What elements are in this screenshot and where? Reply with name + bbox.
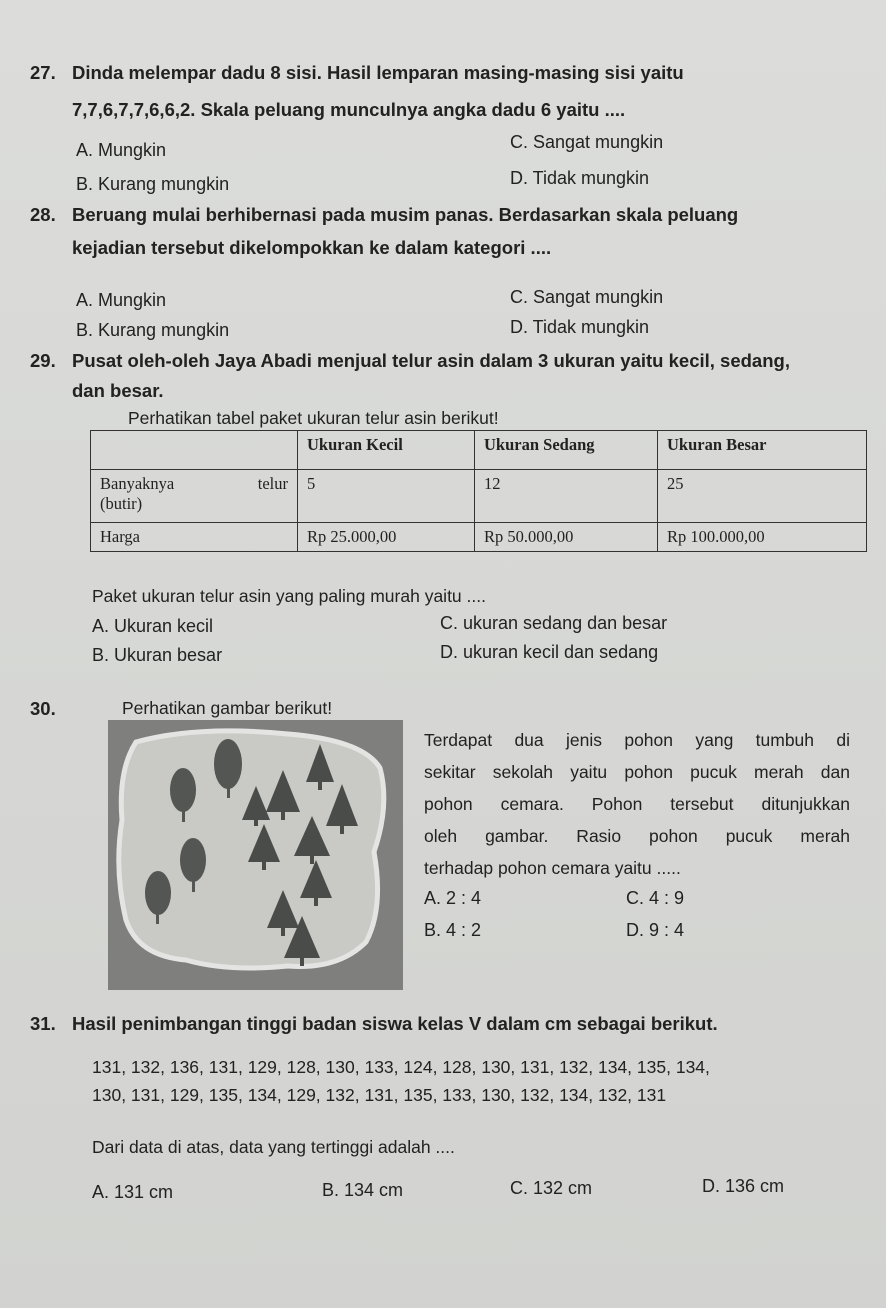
egg-package-table (90, 430, 867, 552)
q30-number: 30. (30, 698, 56, 719)
q27-line2: 7,7,6,7,7,6,6,2. Skala peluang munculnya angka dadu 6 yaitu .... (72, 99, 626, 120)
q31-option-c[interactable]: C. 132 cm (510, 1178, 593, 1198)
q29-line1: Pusat oleh-oleh Jaya Abadi menjual telur asin dalam 3 ukuran yaitu kecil, sedang, (72, 350, 790, 371)
q30-text-line1: Terdapat dua jenis pohon yang tumbuh di (424, 730, 850, 750)
q30-option-b[interactable]: B. 4 : 2 (424, 920, 482, 940)
q31-option-a[interactable]: A. 131 cm (92, 1182, 174, 1202)
q31-data-line1: 131, 132, 136, 131, 129, 128, 130, 133, 124, 128, 130, 131, 132, 134, 135, 134, (92, 1057, 710, 1077)
q28-line2: kejadian tersebut dikelompokkan ke dalam kategori .... (72, 237, 552, 258)
q30-option-d[interactable]: D. 9 : 4 (626, 920, 685, 940)
q29-option-a[interactable]: A. Ukuran kecil (92, 616, 214, 636)
q31-data-line2: 130, 131, 129, 135, 134, 129, 132, 131, 135, 133, 130, 132, 134, 132, 131 (92, 1085, 667, 1105)
q29-option-d[interactable]: D. ukuran kecil dan sedang (440, 642, 659, 662)
q27-option-a[interactable]: A. Mungkin (76, 140, 167, 160)
q27-line1: Dinda melempar dadu 8 sisi. Hasil lemparan masing-masing sisi yaitu (72, 62, 684, 83)
table-cell-price-medium: Rp 50.000,00 (475, 523, 658, 552)
q31-line1: Hasil penimbangan tinggi badan siswa kelas V dalam cm sebagai berikut. (72, 1013, 718, 1034)
table-header-row (91, 431, 867, 470)
table-cell-quantity-small: 5 (298, 470, 475, 523)
q28-option-c[interactable]: C. Sangat mungkin (510, 287, 664, 307)
q31-question: Dari data di atas, data yang tertinggi adalah .... (92, 1137, 455, 1157)
q29-line2: dan besar. (72, 380, 164, 401)
q29-table-intro: Perhatikan tabel paket ukuran telur asin berikut! (128, 408, 499, 428)
q27-number: 27. (30, 62, 56, 83)
trees-figure (108, 720, 403, 990)
table-header-small: Ukuran Kecil (298, 431, 475, 470)
figure-grass-patch (119, 731, 384, 968)
table-header-medium: Ukuran Sedang (475, 431, 658, 470)
quantity-label-word2: telur (257, 474, 288, 493)
q30-option-a[interactable]: A. 2 : 4 (424, 888, 482, 908)
q30-option-c[interactable]: C. 4 : 9 (626, 888, 685, 908)
q28-number: 28. (30, 204, 56, 225)
table-cell-price-small: Rp 25.000,00 (298, 523, 475, 552)
q31-option-b[interactable]: B. 134 cm (322, 1180, 404, 1200)
table-cell-price-label: Harga (91, 523, 298, 552)
quantity-label-word1: Banyaknya (100, 474, 175, 493)
q30-text-line5: terhadap pohon cemara yaitu ..... (424, 858, 681, 878)
q28-option-a[interactable]: A. Mungkin (76, 290, 167, 310)
q30-text-line2: sekitar sekolah yaitu pohon pucuk merah dan (424, 762, 850, 782)
q29-question: Paket ukuran telur asin yang paling murah yaitu .... (92, 586, 486, 606)
q27-option-d[interactable]: D. Tidak mungkin (510, 168, 650, 188)
q31-option-d[interactable]: D. 136 cm (702, 1176, 785, 1196)
q30-text-line4: oleh gambar. Rasio pohon pucuk merah (424, 826, 850, 846)
q28-option-b[interactable]: B. Kurang mungkin (76, 320, 230, 340)
q27-option-c[interactable]: C. Sangat mungkin (510, 132, 664, 152)
q28-option-d[interactable]: D. Tidak mungkin (510, 317, 650, 337)
table-cell-quantity-large: 25 (658, 470, 867, 523)
table-cell-quantity-medium: 12 (475, 470, 658, 523)
table-row-price (91, 523, 867, 552)
quantity-label-word3: (butir) (100, 494, 143, 513)
q29-number: 29. (30, 350, 56, 371)
q29-option-b[interactable]: B. Ukuran besar (92, 645, 223, 665)
table-cell-price-large: Rp 100.000,00 (658, 523, 867, 552)
q30-intro: Perhatikan gambar berikut! (122, 698, 333, 718)
q30-text-line3: pohon cemara. Pohon tersebut ditunjukkan (424, 794, 850, 814)
table-cell-quantity-label (91, 470, 298, 523)
q31-number: 31. (30, 1013, 56, 1034)
q28-line1: Beruang mulai berhibernasi pada musim panas. Berdasarkan skala peluang (72, 204, 739, 225)
table-header-large: Ukuran Besar (658, 431, 867, 470)
table-header-empty (91, 431, 298, 470)
table-row-quantity (91, 470, 867, 523)
q27-option-b[interactable]: B. Kurang mungkin (76, 174, 230, 194)
q29-option-c[interactable]: C. ukuran sedang dan besar (440, 613, 668, 633)
